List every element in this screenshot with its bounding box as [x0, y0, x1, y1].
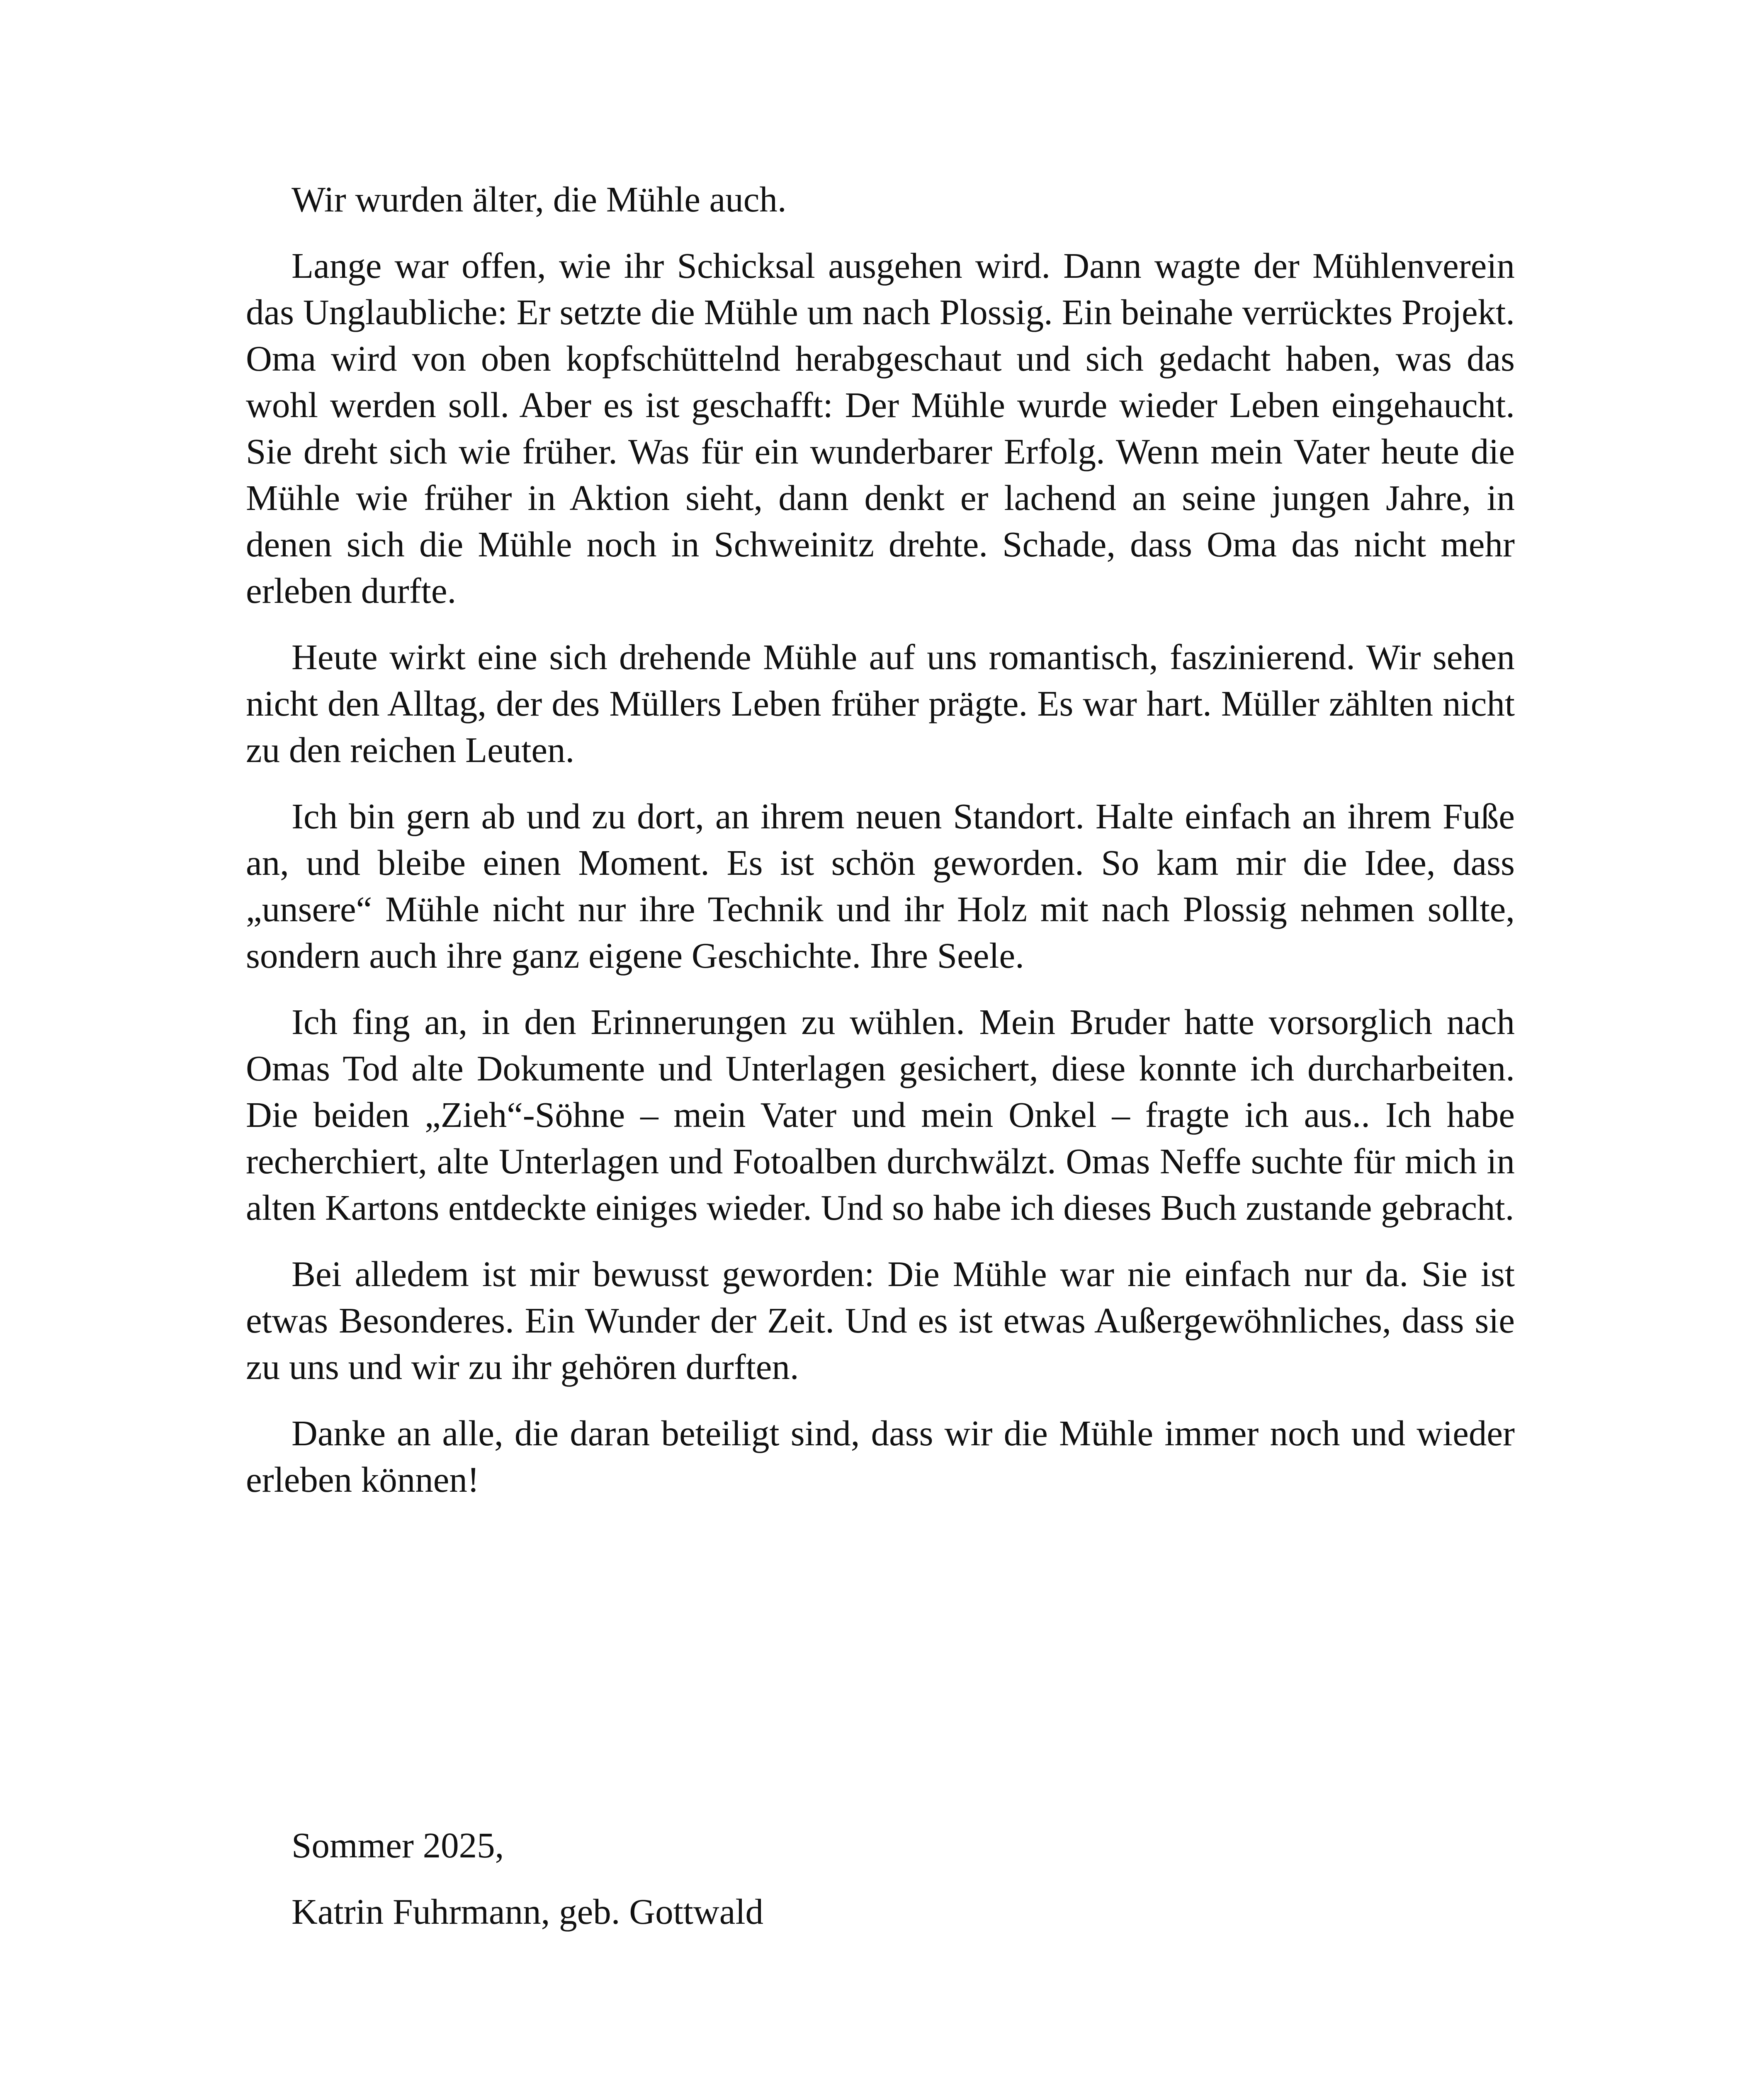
paragraph-3: Heute wirkt eine sich drehende Mühle auf uns romantisch, faszinierend. Wir sehen nicht den Alltag, der des Müllers Leben früher prägte. Es war hart. Müller zählten nicht zu den reichen Leuten.	[246, 637, 1515, 770]
paragraph-4: Ich bin gern ab und zu dort, an ihrem neuen Standort. Halte einfach an ihrem Fuße an, und bleibe einen Moment. Es ist schön geworden. So kam mir die Idee, dass „unsere“ Mühle nicht nur ihre Technik und ihr Holz mit nach Plossig nehmen sollte, sondern auch ihre ganz eigene Geschichte. Ihre Seele.	[246, 796, 1515, 976]
closing-date: Sommer 2025,	[292, 1825, 504, 1865]
paragraph-6: Bei alledem ist mir bewusst geworden: Die Mühle war nie einfach nur da. Sie ist etwas Besonderes. Ein Wunder der Zeit. Und es ist etwas Außergewöhnliches, dass sie zu uns und wir zu ihr gehören durften.	[246, 1254, 1515, 1387]
body-text	[246, 176, 1515, 1523]
paragraph-7: Danke an alle, die daran beteiligt sind, dass wir die Mühle immer noch und wieder erleben können!	[246, 1413, 1515, 1500]
paragraph-2: Lange war offen, wie ihr Schicksal ausgehen wird. Dann wagte der Mühlenverein das Unglaubliche: Er setzte die Mühle um nach Plossig. Ein beinahe verrücktes Projekt. Oma wird von oben kopfschüttelnd herabgeschaut und sich gedacht haben, was das wohl werden soll. Aber es ist geschafft: Der Mühle wurde wieder Leben eingehaucht. Sie dreht sich wie früher. Was für ein wunderbarer Erfolg. Wenn mein Vater heute die Mühle wie früher in Aktion sieht, dann denkt er lachend an seine jungen Jahre, in denen sich die Mühle noch in Schweinitz drehte. Schade, dass Oma das nicht mehr erleben durfte.	[246, 245, 1515, 611]
paragraph-5: Ich fing an, in den Erinnerungen zu wühlen. Mein Bruder hatte vorsorglich nach Omas Tod alte Dokumente und Unterlagen gesichert, diese konnte ich durcharbeiten. Die beiden „Zieh“-Söhne – mein Vater und mein Onkel – fragte ich aus.. Ich habe recherchiert, alte Unterlagen und Fotoalben durchwälzt. Omas Neffe suchte für mich in alten Kartons entdeckte einiges wieder. Und so habe ich dieses Buch zustande gebracht.	[246, 1002, 1515, 1228]
paragraph-1: Wir wurden älter, die Mühle auch.	[292, 179, 787, 219]
signature-block	[292, 1822, 763, 1955]
author-name: Katrin Fuhrmann, geb. Gottwald	[292, 1891, 764, 1932]
